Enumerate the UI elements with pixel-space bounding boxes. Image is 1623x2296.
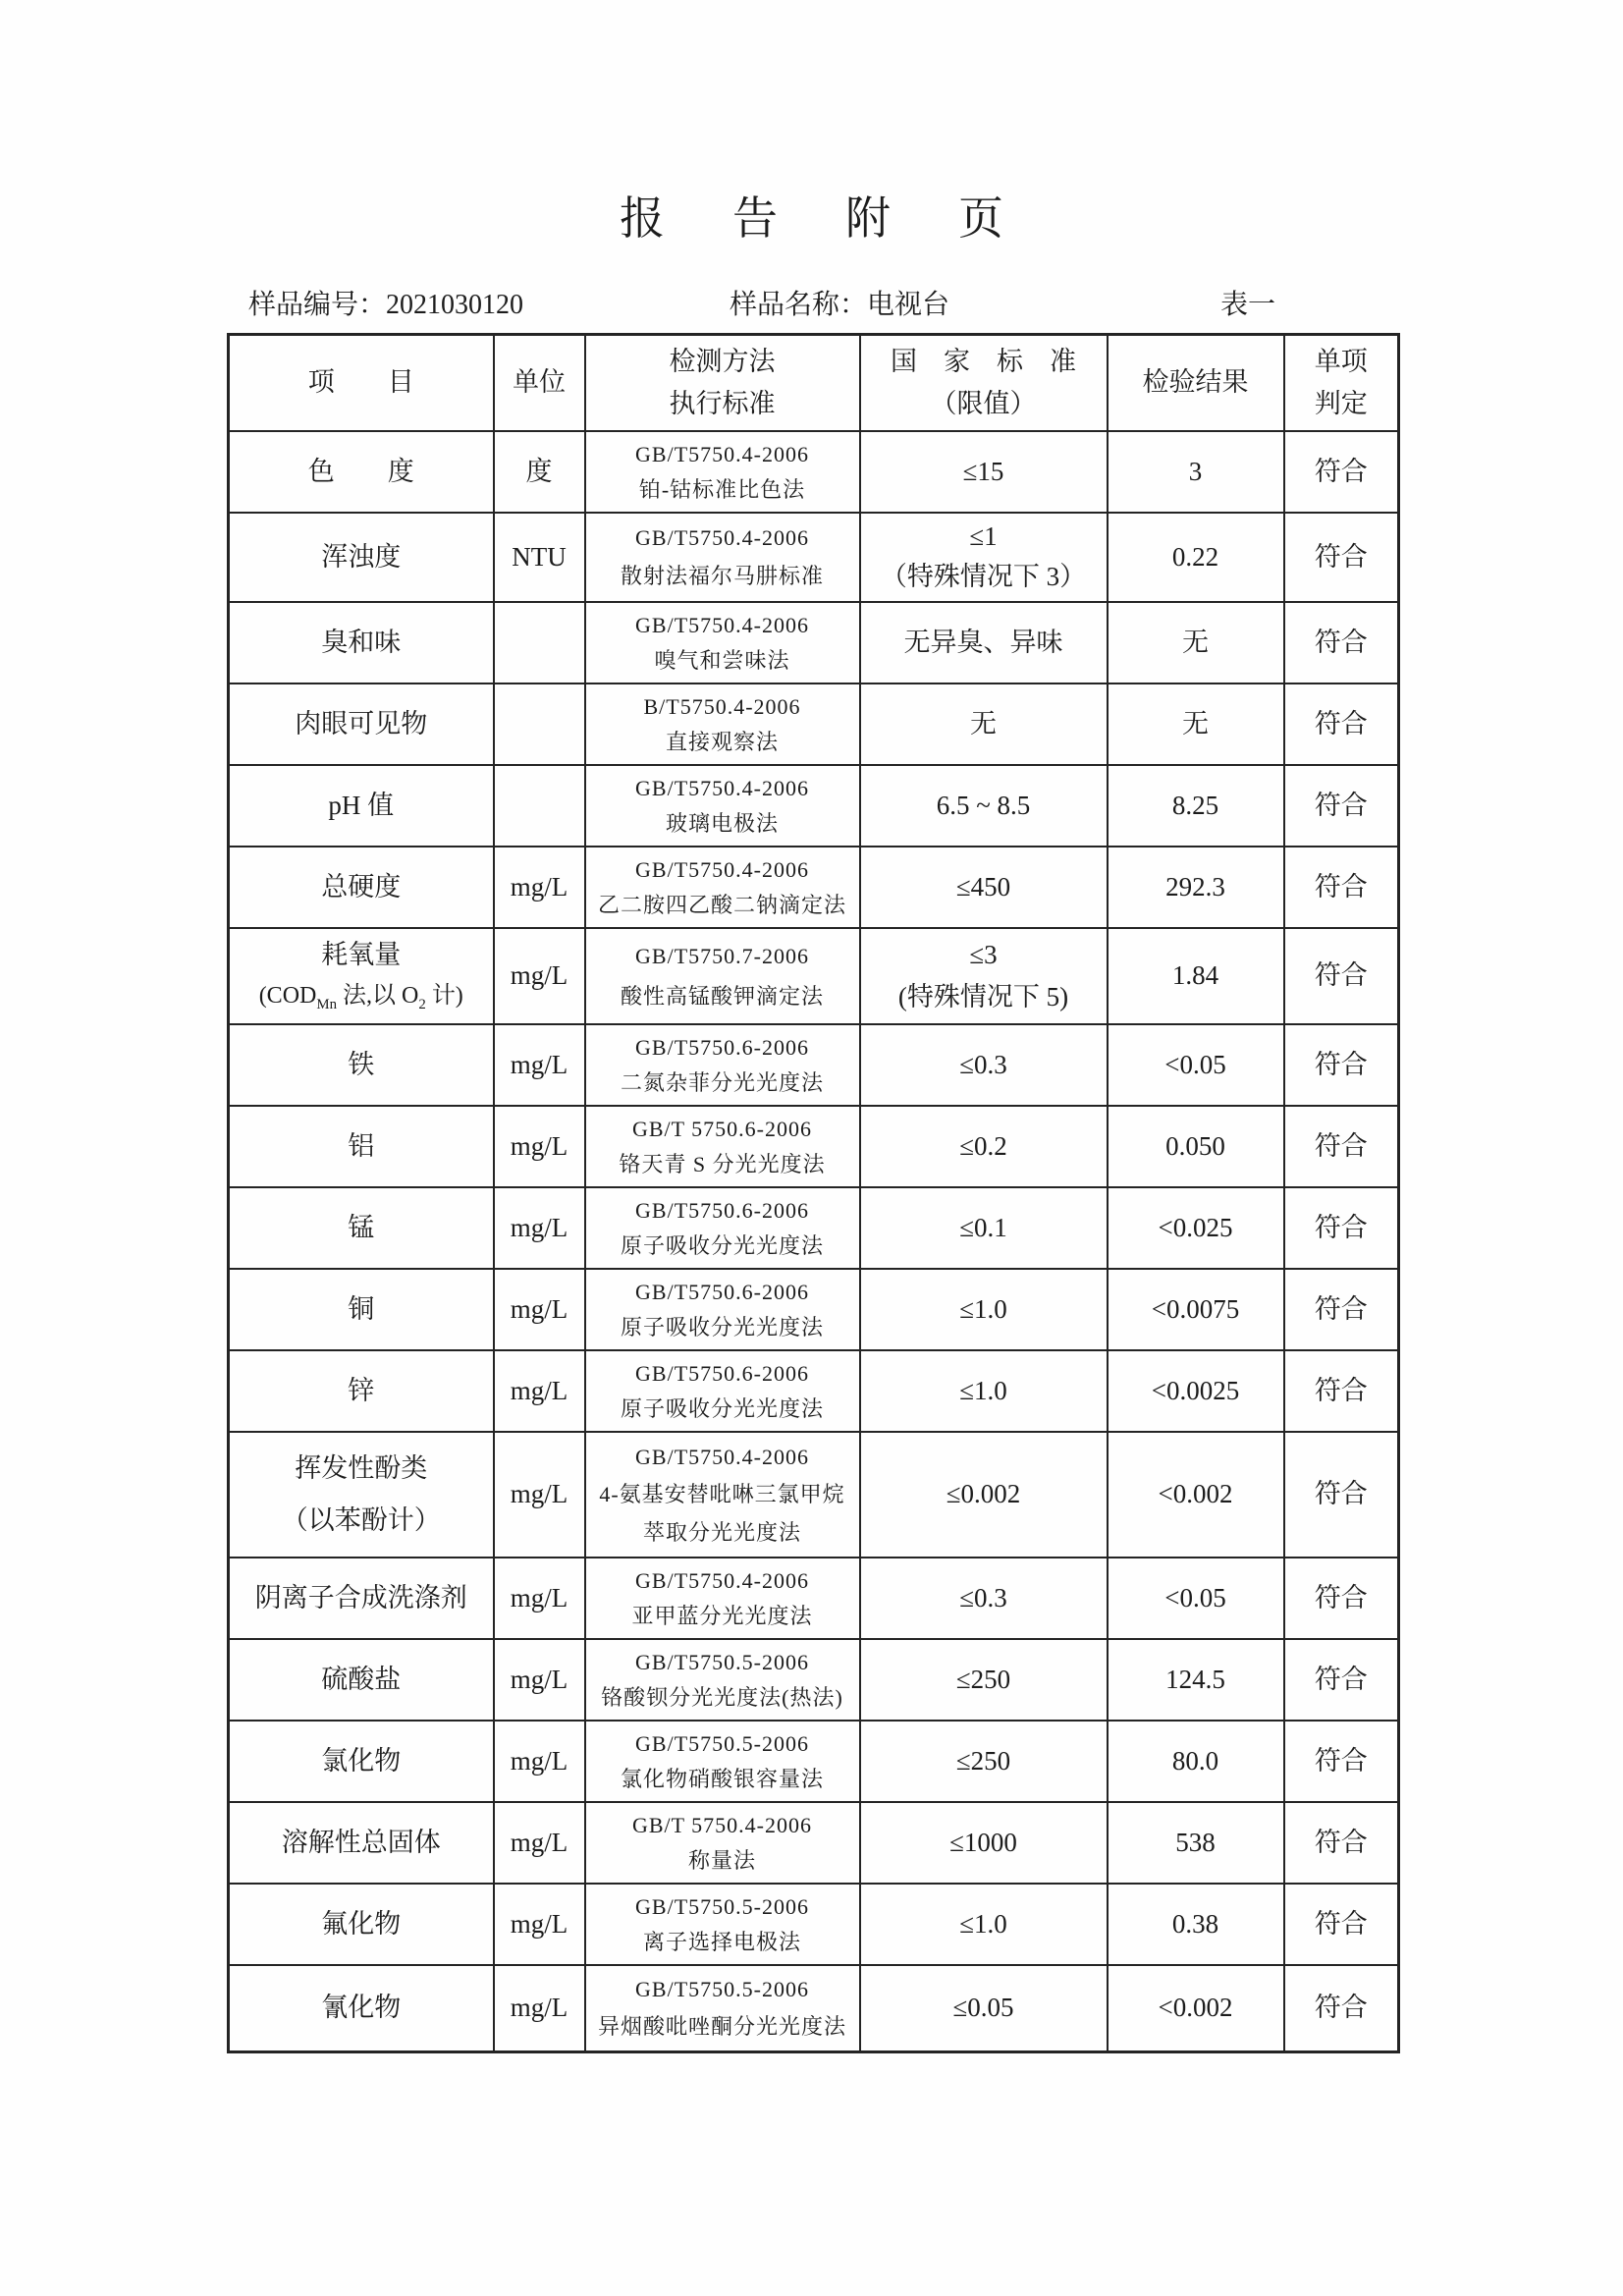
item-cell: 铜 (229, 1269, 494, 1350)
table-row (229, 928, 1399, 1024)
judgement-cell: 符合 (1284, 1432, 1399, 1558)
result-cell: 3 (1108, 431, 1284, 513)
item-cell: 总硬度 (229, 847, 494, 928)
judgement-cell: 符合 (1284, 1558, 1399, 1639)
method-cell: GB/T5750.4-2006 散射法福尔马肼标准 (585, 513, 860, 602)
table-tag: 表一 (1220, 290, 1276, 320)
table-row (229, 1721, 1399, 1802)
table-header-row (229, 335, 1399, 432)
item-cell: 耗氧量 ($COD_{Mn}$ 法,以 $O_2$ 计) (229, 928, 494, 1024)
header-standard: 国 家 标 准 （限值） (860, 335, 1108, 432)
judgement-cell: 符合 (1284, 1639, 1399, 1721)
unit-cell: mg/L (494, 1187, 585, 1269)
item-cell: 阴离子合成洗涤剂 (229, 1558, 494, 1639)
unit-cell: mg/L (494, 1802, 585, 1884)
judgement-cell: 符合 (1284, 1965, 1399, 2052)
standard-cell: ≤0.002 (860, 1432, 1108, 1558)
method-cell: GB/T5750.4-2006 玻璃电极法 (585, 765, 860, 847)
item-cell: 氯化物 (229, 1721, 494, 1802)
result-cell: 80.0 (1108, 1721, 1284, 1802)
unit-cell: 度 (494, 431, 585, 513)
method-cell: GB/T5750.4-2006 嗅气和尝味法 (585, 602, 860, 683)
standard-cell: 6.5 ~ 8.5 (860, 765, 1108, 847)
result-cell: 0.38 (1108, 1884, 1284, 1965)
unit-cell (494, 602, 585, 683)
standard-cell: ≤0.05 (860, 1965, 1108, 2052)
item-cell: 浑浊度 (229, 513, 494, 602)
item-cell: 色 度 (229, 431, 494, 513)
unit-cell: mg/L (494, 1721, 585, 1802)
method-cell: GB/T5750.4-2006 乙二胺四乙酸二钠滴定法 (585, 847, 860, 928)
header-result: 检验结果 (1108, 335, 1284, 432)
method-cell: GB/T5750.6-2006 二氮杂菲分光光度法 (585, 1024, 860, 1106)
method-cell: GB/T5750.5-2006 异烟酸吡唑酮分光光度法 (585, 1965, 860, 2052)
header-item: 项 目 (229, 335, 494, 432)
judgement-cell: 符合 (1284, 513, 1399, 602)
standard-cell: ≤0.1 (860, 1187, 1108, 1269)
method-cell: GB/T 5750.4-2006 称量法 (585, 1802, 860, 1884)
table-row (229, 1106, 1399, 1187)
standard-cell: ≤450 (860, 847, 1108, 928)
judgement-cell: 符合 (1284, 431, 1399, 513)
table-row (229, 1802, 1399, 1884)
method-cell: GB/T5750.6-2006 原子吸收分光光度法 (585, 1350, 860, 1432)
result-cell: 124.5 (1108, 1639, 1284, 1721)
cod-subscript-line: ($COD_{Mn}$ 法,以 $O_2$ 计) (258, 982, 463, 1012)
standard-cell: ≤1 （特殊情况下 3） (860, 513, 1108, 602)
standard-cell: ≤1.0 (860, 1350, 1108, 1432)
table-row (229, 1432, 1399, 1558)
item-cell: 溶解性总固体 (229, 1802, 494, 1884)
result-cell: <0.0025 (1108, 1350, 1284, 1432)
table-row (229, 1965, 1399, 2052)
table-row (229, 683, 1399, 765)
judgement-cell: 符合 (1284, 928, 1399, 1024)
judgement-cell: 符合 (1284, 1187, 1399, 1269)
result-cell: <0.05 (1108, 1558, 1284, 1639)
judgement-cell: 符合 (1284, 1350, 1399, 1432)
table-row (229, 1884, 1399, 1965)
table-row (229, 1639, 1399, 1721)
result-cell: <0.05 (1108, 1024, 1284, 1106)
unit-cell: mg/L (494, 1639, 585, 1721)
table-row (229, 602, 1399, 683)
table-row (229, 1558, 1399, 1639)
unit-cell: mg/L (494, 1558, 585, 1639)
standard-cell: ≤0.2 (860, 1106, 1108, 1187)
standard-cell: ≤250 (860, 1639, 1108, 1721)
unit-cell: mg/L (494, 1350, 585, 1432)
result-cell: 538 (1108, 1802, 1284, 1884)
table-row (229, 1187, 1399, 1269)
standard-cell: 无 (860, 683, 1108, 765)
judgement-cell: 符合 (1284, 765, 1399, 847)
standard-cell: ≤1000 (860, 1802, 1108, 1884)
method-cell: B/T5750.4-2006 直接观察法 (585, 683, 860, 765)
standard-cell: ≤3 (特殊情况下 5) (860, 928, 1108, 1024)
method-cell: GB/T 5750.6-2006 铬天青 S 分光光度法 (585, 1106, 860, 1187)
judgement-cell: 符合 (1284, 683, 1399, 765)
result-cell: 8.25 (1108, 765, 1284, 847)
method-cell: GB/T5750.4-2006 4-氨基安替吡啉三氯甲烷 萃取分光光度法 (585, 1432, 860, 1558)
unit-cell: mg/L (494, 1269, 585, 1350)
method-cell: GB/T5750.6-2006 原子吸收分光光度法 (585, 1269, 860, 1350)
unit-cell: mg/L (494, 928, 585, 1024)
result-cell: <0.002 (1108, 1965, 1284, 2052)
method-cell: GB/T5750.5-2006 离子选择电极法 (585, 1884, 860, 1965)
table-row (229, 765, 1399, 847)
sample-number: 样品编号：2021030120 (248, 290, 524, 320)
unit-cell (494, 765, 585, 847)
standard-cell: ≤1.0 (860, 1884, 1108, 1965)
result-cell: <0.0075 (1108, 1269, 1284, 1350)
header-method: 检测方法 执行标准 (585, 335, 860, 432)
standard-cell: ≤250 (860, 1721, 1108, 1802)
table-row (229, 1350, 1399, 1432)
item-cell: 肉眼可见物 (229, 683, 494, 765)
result-cell: 无 (1108, 602, 1284, 683)
method-cell: GB/T5750.4-2006 亚甲蓝分光光度法 (585, 1558, 860, 1639)
item-cell: 氰化物 (229, 1965, 494, 2052)
header-judgement: 单项 判定 (1284, 335, 1399, 432)
standard-cell: ≤1.0 (860, 1269, 1108, 1350)
judgement-cell: 符合 (1284, 847, 1399, 928)
result-cell: <0.002 (1108, 1432, 1284, 1558)
header-unit: 单位 (494, 335, 585, 432)
standard-cell: ≤0.3 (860, 1024, 1108, 1106)
item-cell: 锌 (229, 1350, 494, 1432)
method-cell: GB/T5750.6-2006 原子吸收分光光度法 (585, 1187, 860, 1269)
unit-cell (494, 683, 585, 765)
unit-cell: mg/L (494, 1884, 585, 1965)
judgement-cell: 符合 (1284, 1269, 1399, 1350)
result-cell: 0.050 (1108, 1106, 1284, 1187)
table-row (229, 431, 1399, 513)
judgement-cell: 符合 (1284, 1802, 1399, 1884)
judgement-cell: 符合 (1284, 1106, 1399, 1187)
item-cell: 锰 (229, 1187, 494, 1269)
judgement-cell: 符合 (1284, 1884, 1399, 1965)
method-cell: GB/T5750.5-2006 铬酸钡分光光度法(热法) (585, 1639, 860, 1721)
unit-cell: NTU (494, 513, 585, 602)
unit-cell: mg/L (494, 847, 585, 928)
unit-cell: mg/L (494, 1024, 585, 1106)
item-cell: 氟化物 (229, 1884, 494, 1965)
item-cell: 挥发性酚类 （以苯酚计） (229, 1432, 494, 1558)
item-cell: 硫酸盐 (229, 1639, 494, 1721)
result-cell: 292.3 (1108, 847, 1284, 928)
info-row (227, 283, 1397, 324)
table-row (229, 847, 1399, 928)
item-cell: 铝 (229, 1106, 494, 1187)
unit-cell: mg/L (494, 1432, 585, 1558)
result-cell: 1.84 (1108, 928, 1284, 1024)
result-cell: <0.025 (1108, 1187, 1284, 1269)
item-cell: 臭和味 (229, 602, 494, 683)
table-row (229, 1269, 1399, 1350)
result-cell: 0.22 (1108, 513, 1284, 602)
table-row (229, 513, 1399, 602)
unit-cell: mg/L (494, 1965, 585, 2052)
item-cell: pH 值 (229, 765, 494, 847)
report-title: 报告附页 (620, 193, 1071, 244)
method-cell: GB/T5750.4-2006 铂-钴标准比色法 (585, 431, 860, 513)
judgement-cell: 符合 (1284, 1721, 1399, 1802)
table-row (229, 1024, 1399, 1106)
standard-cell: ≤15 (860, 431, 1108, 513)
report-table (227, 333, 1400, 2053)
sample-name: 样品名称：电视台 (730, 290, 950, 320)
standard-cell: ≤0.3 (860, 1558, 1108, 1639)
result-cell: 无 (1108, 683, 1284, 765)
judgement-cell: 符合 (1284, 602, 1399, 683)
item-cell: 铁 (229, 1024, 494, 1106)
unit-cell: mg/L (494, 1106, 585, 1187)
standard-cell: 无异臭、异味 (860, 602, 1108, 683)
method-cell: GB/T5750.7-2006 酸性高锰酸钾滴定法 (585, 928, 860, 1024)
method-cell: GB/T5750.5-2006 氯化物硝酸银容量法 (585, 1721, 860, 1802)
judgement-cell: 符合 (1284, 1024, 1399, 1106)
